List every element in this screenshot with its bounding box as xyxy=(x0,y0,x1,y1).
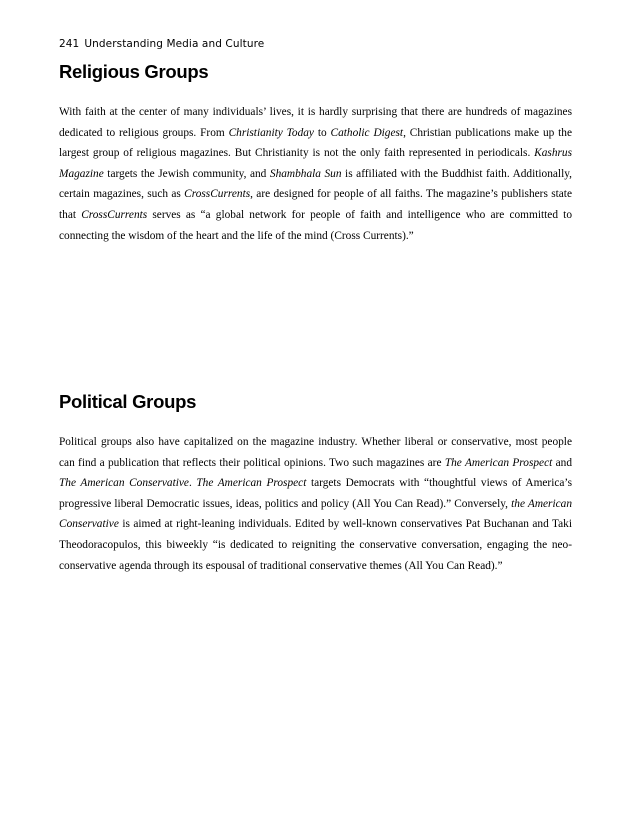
page-number: 241 xyxy=(59,38,80,50)
italic-title: The American Prospect xyxy=(196,477,307,490)
paragraph-religious-groups xyxy=(59,102,572,246)
text-run: Political groups also have capitalized on the magazine industry. Whether liberal or conservative, most people can find a publication that reflects their political opinions. Two such magazines are xyxy=(59,436,572,469)
text-run: targets Democrats with “thoughtful views of America’s progressive liberal Democratic issues, ideas, politics and policy (All You Can Read).” Conversely, xyxy=(59,477,572,510)
italic-title: Kashrus Magazine xyxy=(59,147,572,180)
italic-title: The American Conservative xyxy=(59,477,189,490)
italic-title: CrossCurrents xyxy=(81,208,148,221)
italic-title: the American Conservative xyxy=(59,497,572,531)
running-header xyxy=(59,38,264,50)
text-run: is affiliated with the Buddhist faith. Additionally, certain magazines, such as xyxy=(59,167,573,201)
text-run: . xyxy=(188,477,197,490)
text-run: , are designed for people of all faiths. The magazine’s publishers state that xyxy=(59,188,572,221)
italic-title: Shambhala Sun xyxy=(269,167,342,180)
paragraph-political-groups xyxy=(59,432,572,576)
section-heading-political-groups: Political Groups xyxy=(59,391,197,412)
text-run: , Christian publications make up the largest group of religious magazines. But Christianity is not the only faith represented in periodicals. xyxy=(59,126,572,160)
text-run: is aimed at right-leaning individuals. Edited by well-known conservatives Pat Buchanan and Taki Theodoracopulos, this biweekly “is dedicated to reigniting the conservative conversation, engaging the neo-conservative agenda through its espousal of traditional conservative themes (All You Can Read).” xyxy=(59,518,572,572)
text-run: to xyxy=(313,126,331,139)
italic-title: CrossCurrents xyxy=(184,188,251,201)
italic-title: The American Prospect xyxy=(444,456,553,469)
book-title: Understanding Media and Culture xyxy=(84,38,265,50)
italic-title: Christianity Today xyxy=(228,126,314,139)
text-run: With faith at the center of many individuals’ lives, it is hardly surprising that there are hundreds of magazines dedicated to religious groups. From xyxy=(59,106,572,139)
text-run: serves as “a global network for people of faith and intelligence who are committed to connecting the wisdom of the heart and the life of the mind (Cross Currents).” xyxy=(59,208,572,242)
text-run: and xyxy=(552,456,572,469)
text-run: targets the Jewish community, and xyxy=(103,167,270,180)
italic-title: Catholic Digest xyxy=(330,126,404,139)
section-heading-religious-groups: Religious Groups xyxy=(59,61,209,82)
